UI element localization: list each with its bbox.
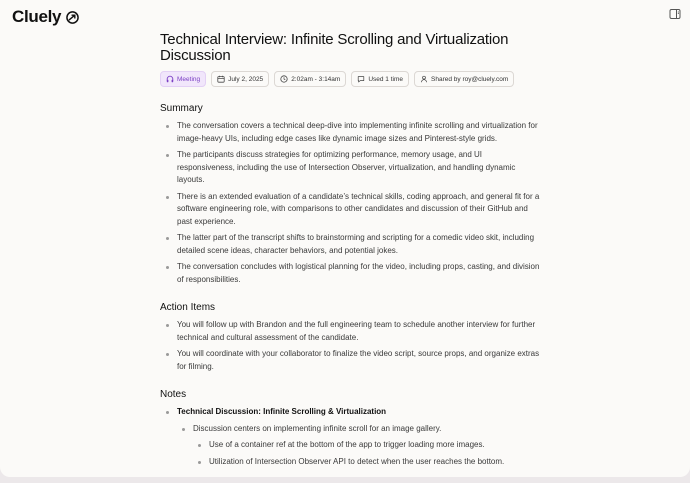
summary-list: [160, 120, 540, 286]
notes-level3: [176, 439, 540, 468]
action-items-list: [160, 319, 540, 373]
cluely-logo[interactable]: [12, 7, 79, 27]
summary-item: The conversation covers a technical deep-dive into implementing infinite scrolling and virtualization for image-heavy UIs, including edge cases like dynamic image sizes and Pinterest-style grids.: [160, 120, 540, 145]
note-content: [160, 32, 540, 472]
summary-heading: Summary: [160, 103, 203, 114]
summary-item: The participants discuss strategies for optimizing performance, memory usage, and UI responsiveness, including the use of Intersection Observer, virtualization, and handling dynamic layouts.: [160, 149, 540, 187]
calendar-icon: [217, 75, 225, 83]
page-title: Technical Interview: Infinite Scrolling and Virtualization Discussion: [160, 31, 509, 64]
notes-list: [160, 406, 540, 468]
chat-icon: [357, 75, 365, 83]
time-chip: [274, 71, 346, 87]
notes-subpoint: Use of a container ref at the bottom of the app to trigger loading more images.: [192, 439, 540, 452]
date-chip: [211, 71, 269, 87]
headphones-icon: [166, 75, 174, 83]
summary-item: The latter part of the transcript shifts to brainstorming and scripting for a comedic video skit, including detailed scene ideas, character behaviors, and potential jokes.: [160, 232, 540, 257]
summary-item: The conversation concludes with logistical planning for the video, including props, casting, and division of responsibilities.: [160, 261, 540, 286]
logo-icon: [66, 11, 79, 24]
time-label: 2:02am - 3:14am: [291, 75, 341, 83]
action-items-heading: Action Items: [160, 302, 216, 313]
usage-chip: [351, 71, 409, 87]
notes-section-title: Technical Discussion: Infinite Scrolling & Virtualization: [160, 406, 540, 419]
meeting-badge[interactable]: [160, 71, 206, 87]
notes-subpoint: Utilization of Intersection Observer API to detect when the user reaches the bottom.: [192, 456, 540, 469]
notes-heading: Notes: [160, 389, 187, 400]
sidebar-toggle-icon[interactable]: [669, 8, 681, 20]
shared-label: Shared by roy@cluely.com: [431, 75, 509, 83]
user-icon: [420, 75, 428, 83]
action-item: You will follow up with Brandon and the full engineering team to schedule another interview for further technical and cultural assessment of the candidate.: [160, 319, 540, 344]
clock-icon: [280, 75, 288, 83]
meeting-label: Meeting: [177, 75, 201, 83]
notes-level2: [160, 423, 540, 469]
logo-text: Cluely: [12, 7, 62, 26]
action-item: You will coordinate with your collaborator to finalize the video script, source props, and organize extras for filming.: [160, 348, 540, 373]
summary-item: There is an extended evaluation of a candidate’s technical skills, coding approach, and general fit for a software engineering role, with comparisons to other candidates and discussion of their GitHub and past experience.: [160, 191, 540, 229]
date-label: July 2, 2025: [228, 75, 264, 83]
shared-chip: [414, 71, 514, 87]
notes-point: Discussion centers on implementing infinite scroll for an image gallery.: [176, 423, 540, 436]
meta-row: [160, 71, 540, 87]
usage-label: Used 1 time: [368, 75, 404, 83]
